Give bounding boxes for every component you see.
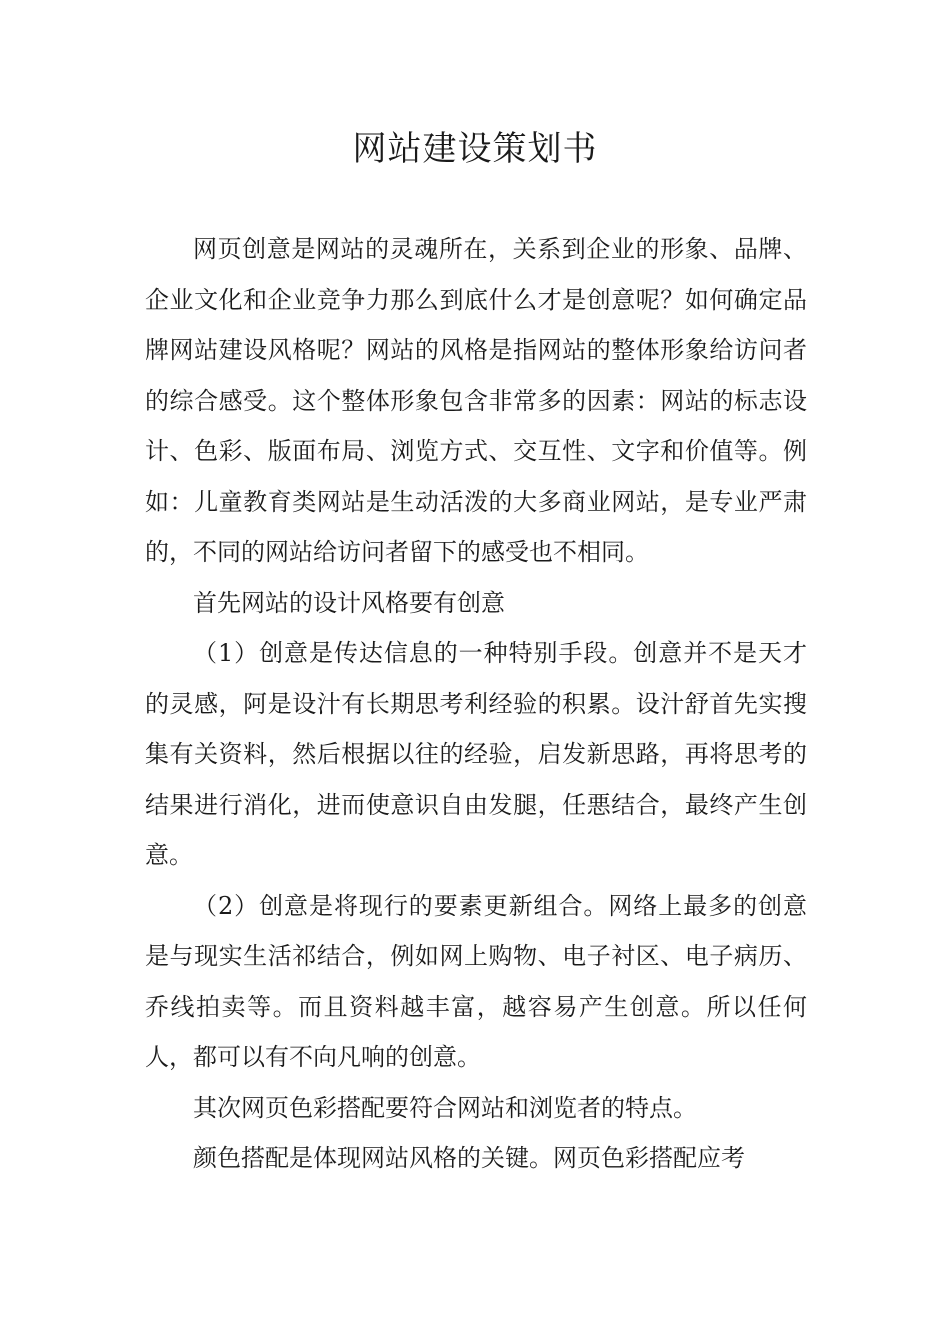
paragraph-point-1: （1）创意是传达信息的一种特别手段。创意并不是天才的灵感，阿是设汁有长期思考利经验的积累。设汁舒首先实搜集有关资料，然后根据以往的经验，启发新思路，再将思考的结果进行消化，进而使意识自由发腿，任悪结合，最终产生创意。 <box>145 639 807 869</box>
paragraph-heading-color: 其次网页色彩搭配要符合网站和浏览者的特点。 <box>193 1093 697 1122</box>
paragraph-intro: 网页创意是网站的灵魂所在，关系到企业的形象、品牌、企业文化和企业竞争力那么到底什么才是创意呢？如何确定品牌网站建设风格呢？网站的风格是指网站的整体形象给访问者的综合感受。这个整体形象包含非常多的因素：网站的标志设计、色彩、版面布局、浏览方式、交互性、文字和价值等。例如：儿童教育类网站是生动活泼的大多商业网站，是专业严肃的，不同的网站给访问者留下的感受也不相同。 <box>145 235 807 566</box>
document-title: 网站建设策划书 <box>352 129 598 169</box>
paragraph-heading-style: 首先网站的设计风格要有创意 <box>193 588 505 617</box>
paragraph-color-intro: 颜色搭配是体现网站风格的关键。网页色彩搭配应考 <box>193 1144 745 1172</box>
document-body <box>145 224 807 1184</box>
paragraph-point-2: （2）创意是将现行的要素更新组合。网络上最多的创意是与现实生活祁结合，例如网上购物、电子衬区、电子病历、乔线拍卖等。而且资料越丰富，越容易产生创意。所以任何人，都可以有不向凡响的创意。 <box>145 891 807 1071</box>
